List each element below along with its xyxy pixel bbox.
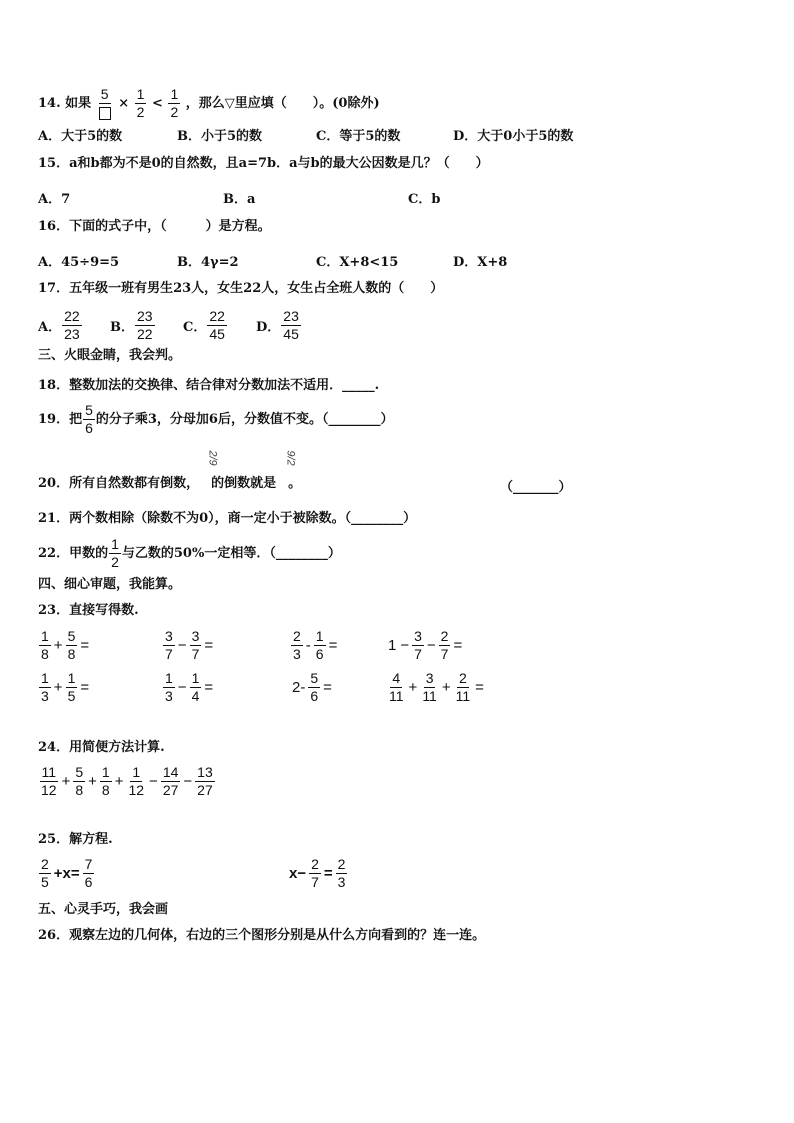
q23-row2-item-3-fraction-2 bbox=[420, 670, 439, 705]
q23-row1-item-0-denominator-0: 8 bbox=[41, 646, 49, 662]
q24-denominator-10: 27 bbox=[197, 782, 213, 798]
q17-b-den: 22 bbox=[137, 326, 153, 342]
q17-b-fraction bbox=[135, 308, 155, 343]
q24-denominator-6: 12 bbox=[128, 782, 145, 798]
q23-row1-item-3-numerator-2: 3 bbox=[414, 628, 422, 644]
q17-d-label: D． bbox=[256, 320, 281, 335]
q23-title: 23．直接写得数. bbox=[38, 603, 139, 618]
q23-row1-item-3-fraction-2 bbox=[412, 628, 424, 663]
q20-prefix: 20．所有自然数都有倒数， bbox=[38, 476, 200, 491]
q24-denominator-8: 27 bbox=[162, 782, 179, 798]
q25-eq2-operator-2: = bbox=[323, 865, 333, 882]
q23-row2-item-3-numerator-4: 2 bbox=[459, 670, 467, 686]
q24-fraction-10 bbox=[195, 764, 215, 799]
q23-row1-item-1-fraction-0 bbox=[163, 628, 175, 663]
q14-fraction-2 bbox=[135, 86, 147, 121]
q17-c-num: 22 bbox=[209, 308, 225, 324]
q23-row1-item-2-denominator-2: 6 bbox=[315, 646, 324, 662]
q23-row2-item-3-operator-3: + bbox=[441, 679, 451, 696]
q14-fraction-1 bbox=[97, 86, 113, 121]
q25-eq2-fraction-3 bbox=[336, 856, 348, 891]
q16-option-b: B．4γ=2 bbox=[177, 255, 239, 270]
q25-eq1-denominator-0: 5 bbox=[41, 874, 49, 890]
q23-row1-item-2 bbox=[290, 628, 339, 663]
q24-operator-3: + bbox=[88, 773, 97, 790]
q19-den: 6 bbox=[85, 420, 93, 436]
q23-row2-item-2-denominator-1: 6 bbox=[310, 688, 319, 704]
q24-operator-1: + bbox=[61, 773, 71, 790]
q24-numerator-10: 13 bbox=[197, 764, 213, 780]
q14-option-d: D．大于0小于5的数 bbox=[453, 129, 574, 144]
q23-row2-item-1-operator-1: − bbox=[177, 679, 187, 696]
q25-eq2-denominator-3: 3 bbox=[337, 874, 346, 890]
q23-row1-item-1-denominator-0: 7 bbox=[165, 646, 173, 662]
q22-fraction bbox=[109, 536, 121, 571]
q23-row2-item-0-denominator-0: 3 bbox=[41, 688, 49, 704]
q23-row2-item-2 bbox=[290, 670, 334, 705]
q23-row1-item-0-equals: = bbox=[80, 637, 90, 654]
q25-title: 25．解方程. bbox=[38, 832, 113, 847]
q25-eq2-operator-0: x− bbox=[289, 865, 307, 882]
q24-numerator-4: 1 bbox=[101, 764, 110, 780]
q23-row1-item-3-operator-1: − bbox=[400, 637, 410, 654]
q25-equation-1 bbox=[38, 856, 95, 891]
q23-row2-item-0-numerator-0: 1 bbox=[41, 670, 49, 686]
q23-row1-item-3-numerator-4: 2 bbox=[440, 628, 449, 644]
q23-row1-item-3-operator-3: − bbox=[426, 637, 436, 654]
question-16: 16．下面的式子中，（ ）是方程。 bbox=[38, 219, 271, 234]
q24-fraction-8 bbox=[161, 764, 181, 799]
q25-eq2-numerator-1: 2 bbox=[311, 856, 319, 872]
q23-row2-item-0-numerator-2: 1 bbox=[67, 670, 76, 686]
q14-f3-denominator: 2 bbox=[170, 104, 179, 120]
q17-option-c bbox=[183, 308, 228, 343]
q19-num: 5 bbox=[85, 402, 93, 418]
q23-row1-item-1-denominator-2: 7 bbox=[191, 646, 200, 662]
q25-eq1-fraction-2 bbox=[83, 856, 95, 891]
q23-row1-item-0 bbox=[38, 628, 91, 663]
q23-row1-item-3-denominator-4: 7 bbox=[440, 646, 449, 662]
q24-fraction-4 bbox=[100, 764, 112, 799]
q14-number: 14. bbox=[38, 96, 61, 111]
q15-option-c: C．b bbox=[408, 192, 441, 207]
q17-a-label: A． bbox=[38, 320, 62, 335]
q25-eq1-numerator-0: 2 bbox=[41, 856, 49, 872]
q23-row2-item-3-fraction-0 bbox=[387, 670, 406, 705]
q24-numerator-2: 5 bbox=[75, 764, 84, 780]
q23-row2-item-0 bbox=[38, 670, 91, 705]
q24-operator-7: − bbox=[149, 773, 158, 790]
q19-suffix: 的分子乘3，分母加6后，分数值不变。（________） bbox=[95, 411, 394, 427]
section-4-heading: 四、细心审题，我能算。 bbox=[38, 577, 182, 592]
q24-fraction-6 bbox=[126, 764, 146, 799]
question-21: 21．两个数相除（除数不为0），商一定小于被除数。（________） bbox=[38, 511, 417, 526]
q25-eq2-denominator-1: 7 bbox=[311, 874, 319, 890]
q23-row1-item-1-numerator-2: 3 bbox=[191, 628, 200, 644]
q17-a-den: 23 bbox=[64, 326, 80, 342]
q20-f2: 9/2 bbox=[284, 450, 297, 466]
q14-fraction-3 bbox=[168, 86, 180, 121]
q14-f1-numerator: 5 bbox=[100, 86, 109, 102]
q23-row1-item-2-equals: = bbox=[328, 637, 338, 654]
q24-fraction-2 bbox=[73, 764, 85, 799]
q22-suffix: 与乙数的50%一定相等．（________） bbox=[121, 545, 341, 561]
q17-a-num: 22 bbox=[64, 308, 80, 324]
q23-row1-item-2-fraction-0 bbox=[291, 628, 303, 663]
q24-numerator-8: 14 bbox=[162, 764, 179, 780]
q23-row2-item-1-denominator-0: 3 bbox=[165, 688, 173, 704]
q17-c-den: 45 bbox=[209, 326, 225, 342]
q23-row2-item-3-numerator-2: 3 bbox=[425, 670, 434, 686]
q23-row1-item-2-numerator-0: 2 bbox=[293, 628, 301, 644]
q23-row2-item-1-equals: = bbox=[204, 679, 214, 696]
q23-row2-item-1-numerator-0: 1 bbox=[165, 670, 173, 686]
q23-row1-item-0-denominator-2: 8 bbox=[67, 646, 76, 662]
q16-option-c: C．X+8<15 bbox=[316, 255, 399, 270]
q23-row1-item-0-numerator-2: 5 bbox=[67, 628, 76, 644]
q24-numerator-6: 1 bbox=[132, 764, 141, 780]
q20-middle: 的倒数就是 bbox=[211, 476, 277, 491]
q25-eq2-numerator-3: 2 bbox=[337, 856, 346, 872]
q15-option-b: B．a bbox=[223, 192, 256, 207]
q25-equation-2 bbox=[287, 856, 348, 891]
q23-row1-item-2-denominator-0: 3 bbox=[293, 646, 301, 662]
q24-title: 24．用简便方法计算. bbox=[38, 740, 165, 755]
q25-eq2-fraction-1 bbox=[309, 856, 321, 891]
q14-option-b: B．小于5的数 bbox=[177, 129, 263, 144]
q23-row2-item-2-equals: = bbox=[323, 679, 332, 696]
q17-d-fraction bbox=[281, 308, 301, 343]
q14-times: × bbox=[118, 96, 130, 111]
q23-row2-item-3-denominator-2: 11 bbox=[422, 688, 437, 704]
q23-row1-item-0-fraction-0 bbox=[39, 628, 51, 663]
q23-row2-item-1 bbox=[162, 670, 215, 705]
q20-fraction-2-9 bbox=[205, 451, 220, 465]
q17-b-label: B． bbox=[110, 320, 134, 335]
q19-fraction bbox=[83, 402, 95, 437]
q23-row2-item-1-numerator-2: 1 bbox=[191, 670, 200, 686]
q23-row2-item-3-denominator-0: 11 bbox=[389, 688, 404, 704]
q23-row1-item-2-operator-1: - bbox=[305, 637, 311, 654]
q14-suffix: ，那么▽里应填（ ）。(0除外) bbox=[185, 96, 380, 111]
q23-row2-item-2-fraction-1 bbox=[308, 670, 320, 705]
q23-row2-item-3-numerator-0: 4 bbox=[392, 670, 401, 686]
q23-row1-item-0-numerator-0: 1 bbox=[41, 628, 49, 644]
q23-row2-item-1-fraction-0 bbox=[163, 670, 175, 705]
q24-denominator-4: 8 bbox=[101, 782, 110, 798]
q23-row2-item-3-equals: = bbox=[475, 679, 484, 696]
q24-denominator-2: 8 bbox=[75, 782, 84, 798]
q17-d-den: 45 bbox=[283, 326, 299, 342]
q23-row2-item-1-denominator-2: 4 bbox=[191, 688, 200, 704]
section-5-heading: 五、心灵手巧，我会画 bbox=[38, 902, 169, 917]
q17-c-fraction bbox=[207, 308, 227, 343]
section-3-heading: 三、火眼金睛，我会判。 bbox=[38, 348, 182, 363]
q23-row1-item-2-fraction-2 bbox=[314, 628, 326, 663]
q14-less-than: < bbox=[152, 96, 163, 111]
q23-row2-item-0-equals: = bbox=[80, 679, 90, 696]
q17-option-b bbox=[110, 308, 156, 343]
question-22 bbox=[38, 536, 341, 571]
question-17: 17．五年级一班有男生23人，女生22人，女生占全班人数的（ ） bbox=[38, 281, 444, 296]
q14-f2-denominator: 2 bbox=[136, 104, 145, 120]
q24-expression bbox=[38, 764, 216, 799]
q14-prefix: 如果 bbox=[65, 96, 92, 111]
q23-row2-item-3-operator-1: + bbox=[408, 679, 418, 696]
q23-row1-item-0-fraction-2 bbox=[66, 628, 78, 663]
question-18: 18．整数加法的交换律、结合律对分数加法不适用．_____. bbox=[38, 378, 380, 393]
q14-f3-numerator: 1 bbox=[170, 86, 179, 102]
q23-row1-item-2-numerator-2: 1 bbox=[315, 628, 324, 644]
q17-b-num: 23 bbox=[137, 308, 153, 324]
q23-row2-item-3-fraction-4 bbox=[454, 670, 473, 705]
q14-f2-numerator: 1 bbox=[136, 86, 145, 102]
question-15: 15．a和b都为不是0的自然数，且a=7b．a与b的最大公因数是几？（ ） bbox=[38, 156, 489, 171]
q23-row2-item-0-operator-1: + bbox=[53, 679, 63, 696]
q23-row1-item-3-fraction-4 bbox=[439, 628, 451, 663]
question-19 bbox=[38, 402, 393, 437]
q23-row1-item-0-operator-1: + bbox=[53, 637, 63, 654]
q24-denominator-0: 12 bbox=[41, 782, 57, 798]
q17-option-a bbox=[38, 308, 83, 343]
q23-row2-item-2-numerator-1: 5 bbox=[310, 670, 319, 686]
q17-d-num: 23 bbox=[283, 308, 299, 324]
q17-c-label: C． bbox=[183, 320, 207, 335]
q24-numerator-0: 11 bbox=[41, 764, 57, 780]
q23-row2-item-0-denominator-2: 5 bbox=[67, 688, 76, 704]
q23-row2-item-1-fraction-2 bbox=[190, 670, 202, 705]
question-20 bbox=[38, 476, 301, 492]
q23-row1-item-3 bbox=[386, 628, 464, 663]
question-14 bbox=[38, 86, 380, 121]
q25-eq1-numerator-2: 7 bbox=[84, 856, 93, 872]
q23-row1-item-1-operator-1: − bbox=[177, 637, 187, 654]
q17-a-fraction bbox=[62, 308, 82, 343]
question-26: 26．观察左边的几何体，右边的三个图形分别是从什么方向看到的？连一连。 bbox=[38, 928, 486, 943]
q14-f1-denominator-box bbox=[97, 104, 113, 121]
q23-row2-item-0-fraction-0 bbox=[39, 670, 51, 705]
q17-option-d bbox=[256, 308, 302, 343]
q23-row1-item-1-equals: = bbox=[204, 637, 214, 654]
q23-row2-item-2-operator-0: 2- bbox=[292, 679, 306, 696]
q19-prefix: 19．把 bbox=[38, 411, 83, 427]
q14-option-c: C．等于5的数 bbox=[316, 129, 401, 144]
q23-row2-item-0-fraction-2 bbox=[66, 670, 78, 705]
q15-option-a: A．7 bbox=[38, 192, 71, 207]
q23-row2-item-3 bbox=[386, 670, 486, 705]
q16-option-d: D．X+8 bbox=[453, 255, 508, 270]
q23-row1-item-1-numerator-0: 3 bbox=[165, 628, 173, 644]
q24-fraction-0 bbox=[39, 764, 59, 799]
q20-fraction-9-2 bbox=[283, 451, 298, 465]
q20-answer-blank[interactable]: （_______） bbox=[500, 480, 572, 495]
q20-suffix: 。 bbox=[288, 476, 302, 491]
q24-operator-9: − bbox=[183, 773, 193, 790]
q25-eq1-fraction-0 bbox=[39, 856, 51, 891]
q24-operator-5: + bbox=[114, 773, 124, 790]
q22-num: 1 bbox=[111, 536, 119, 552]
q23-row1-item-3-denominator-2: 7 bbox=[414, 646, 422, 662]
q23-row2-item-3-denominator-4: 11 bbox=[455, 688, 471, 704]
q22-prefix: 22．甲数的 bbox=[38, 545, 109, 561]
q22-den: 2 bbox=[111, 554, 119, 570]
q20-f1: 2/9 bbox=[206, 450, 219, 466]
q25-eq1-operator-1: +x= bbox=[53, 865, 80, 882]
q14-option-a: A．大于5的数 bbox=[38, 129, 123, 144]
q23-row1-item-3-equals: = bbox=[453, 637, 463, 654]
q25-eq1-denominator-2: 6 bbox=[84, 874, 93, 890]
q23-row1-item-1-fraction-2 bbox=[190, 628, 202, 663]
q16-option-a: A．45÷9=5 bbox=[38, 255, 120, 270]
q23-row1-item-1 bbox=[162, 628, 215, 663]
q23-row1-item-3-operator-0: 1 bbox=[388, 637, 397, 654]
